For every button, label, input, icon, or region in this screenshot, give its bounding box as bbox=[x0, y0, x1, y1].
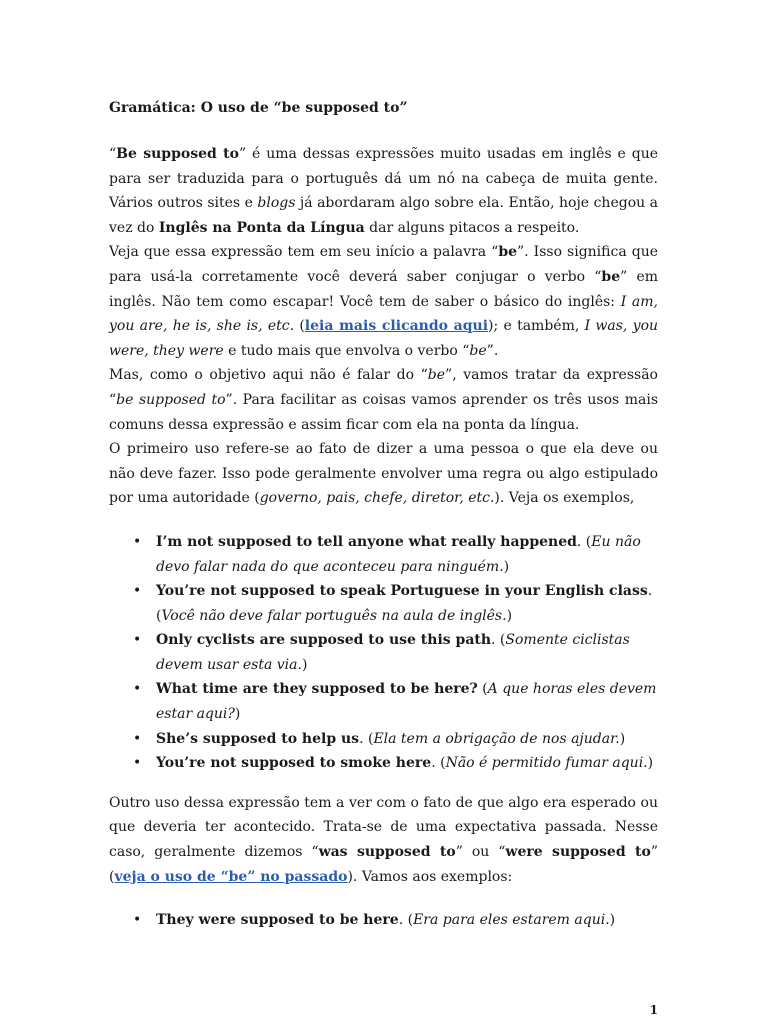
example-separator: . ( bbox=[431, 755, 446, 772]
example-close: ) bbox=[647, 755, 654, 772]
bullet-icon: • bbox=[133, 730, 142, 747]
example-close: ) bbox=[609, 912, 616, 929]
bullet-icon: • bbox=[133, 533, 142, 550]
examples-list-1 bbox=[109, 530, 658, 776]
example-english: You’re not supposed to speak Portuguese in your English class bbox=[156, 583, 648, 600]
intro-text-1: ” é uma dessas expressões muito usadas em inglês e que para ser traduzida para o português dá um nó na cabeça de muita gente. Vários outros sites e bbox=[109, 146, 658, 212]
page-title: Gramática: O uso de “be supposed to” bbox=[109, 100, 408, 116]
p5-text-1: Outro uso dessa expressão tem a ver com o fato de que algo era esperado ou que deveria ter acontecido. Trata-se de uma expectativa passada. Nesse caso, geralmente dizemos “ bbox=[109, 794, 658, 861]
example-translation: Somente ciclistas devem usar esta via. bbox=[156, 632, 630, 673]
p5-bold-was: was supposed to bbox=[318, 844, 456, 861]
example-translation: Eu não devo falar nada do que aconteceu para ninguém. bbox=[156, 533, 641, 575]
example-english: You’re not supposed to smoke here bbox=[156, 755, 432, 772]
list-item bbox=[109, 579, 658, 628]
example-translation: Você não deve falar português na aula de inglês. bbox=[161, 607, 507, 624]
p3-italic-expression: be supposed to bbox=[116, 391, 226, 408]
list-item bbox=[109, 908, 658, 933]
example-english: Only cyclists are supposed to use this path bbox=[156, 632, 492, 649]
read-more-link[interactable]: leia mais clicando aqui bbox=[304, 318, 489, 335]
bullet-icon: • bbox=[133, 912, 142, 929]
intro-bold-site: Inglês na Ponta da Língua bbox=[158, 219, 365, 236]
paragraph-verb-be bbox=[109, 240, 658, 363]
intro-text-3: dar alguns pitacos a respeito. bbox=[364, 219, 580, 236]
paragraph-first-use bbox=[109, 437, 658, 511]
example-translation: A que horas eles devem estar aqui? bbox=[156, 681, 657, 723]
p3-italic-be: be bbox=[427, 367, 446, 384]
p2-text-6: e tudo mais que envolva o verbo “ bbox=[223, 342, 470, 359]
p5-bold-were: were supposed to bbox=[505, 844, 651, 861]
p2-text-4: ( bbox=[294, 318, 305, 335]
example-close: ) bbox=[619, 730, 626, 747]
example-separator: . ( bbox=[398, 912, 414, 929]
p3-text-1: Mas, como o objetivo aqui não é falar do “ bbox=[109, 367, 428, 384]
list-item bbox=[109, 751, 658, 776]
example-english: What time are they supposed to be here? bbox=[156, 681, 478, 698]
example-separator: . ( bbox=[491, 632, 506, 649]
bullet-icon: • bbox=[133, 681, 142, 698]
examples-list-2 bbox=[109, 908, 658, 933]
example-close: ) bbox=[506, 607, 513, 624]
example-english: She’s supposed to help us bbox=[156, 730, 360, 747]
example-separator: ( bbox=[477, 681, 488, 698]
example-close: ) bbox=[503, 558, 510, 575]
document-body bbox=[109, 96, 658, 948]
intro-quote: “ bbox=[109, 146, 117, 162]
example-separator: . ( bbox=[359, 730, 374, 747]
p5-text-2: ” ou “ bbox=[455, 844, 506, 861]
example-separator: . ( bbox=[156, 583, 653, 624]
past-be-link[interactable]: veja o uso de “be” no passado bbox=[114, 868, 348, 885]
intro-italic-blogs: blogs bbox=[257, 195, 296, 212]
p3-text-3: ”. Para facilitar as coisas vamos aprender os três usos mais comuns dessa expressão e assim ficar com ela na ponta da língua. bbox=[109, 391, 658, 433]
p2-text-1: Veja que essa expressão tem em seu início a palavra “ bbox=[109, 244, 499, 261]
page-number: 1 bbox=[649, 1003, 658, 1017]
example-close: ) bbox=[301, 656, 308, 673]
p2-bold-be-2: be bbox=[601, 268, 621, 285]
p2-bold-be-1: be bbox=[498, 244, 518, 261]
p2-italic-past: I was, you were, they were bbox=[109, 318, 659, 359]
p4-text-2: ). Veja os exemplos, bbox=[494, 490, 635, 507]
paragraph-second-use bbox=[109, 791, 658, 889]
p4-italic-authorities: governo, pais, chefe, diretor, etc. bbox=[259, 490, 495, 507]
intro-bold-phrase: Be supposed to bbox=[116, 146, 239, 162]
p2-italic-be: be bbox=[469, 342, 487, 359]
bullet-icon: • bbox=[133, 755, 142, 772]
paragraph-objective bbox=[109, 363, 658, 437]
bullet-icon: • bbox=[133, 632, 142, 649]
list-item bbox=[109, 530, 658, 579]
example-translation: Não é permitido fumar aqui. bbox=[445, 755, 648, 772]
example-translation: Ela tem a obrigação de nos ajudar. bbox=[373, 730, 620, 747]
p2-text-5: ); e também, bbox=[488, 318, 585, 335]
bullet-icon: • bbox=[133, 583, 142, 600]
p4-text-1: O primeiro uso refere-se ao fato de dizer a uma pessoa o que ela deve ou não deve fazer. Isso pode geralmente envolver uma regra ou algo estipulado por uma autoridade ( bbox=[109, 441, 658, 507]
p5-text-4: ). Vamos aos exemplos: bbox=[347, 868, 513, 885]
example-english: I’m not supposed to tell anyone what really happened bbox=[156, 533, 577, 550]
p2-text-3: ” em inglês. Não tem como escapar! Você tem de saber o básico do inglês: bbox=[109, 268, 659, 310]
example-close: ) bbox=[234, 706, 241, 723]
list-item bbox=[109, 628, 658, 677]
p2-text-7: ”. bbox=[486, 342, 499, 359]
example-english: They were supposed to be here bbox=[156, 912, 399, 929]
p3-text-2: ”, vamos tratar da expressão “ bbox=[109, 367, 658, 408]
list-item bbox=[109, 677, 658, 726]
p2-italic-present: I am, you are, he is, she is, etc. bbox=[109, 293, 658, 335]
p5-text-3: ” ( bbox=[109, 844, 658, 885]
intro-text-2: já abordaram algo sobre ela. Então, hoje chegou a vez do bbox=[109, 195, 658, 236]
example-separator: . ( bbox=[576, 533, 592, 550]
example-translation: Era para eles estarem aqui. bbox=[413, 912, 610, 929]
p2-text-2: ”. Isso significa que para usá-la corretamente você deverá saber conjugar o verbo “ bbox=[109, 244, 658, 285]
list-item bbox=[109, 727, 658, 752]
intro-paragraph bbox=[109, 142, 658, 240]
